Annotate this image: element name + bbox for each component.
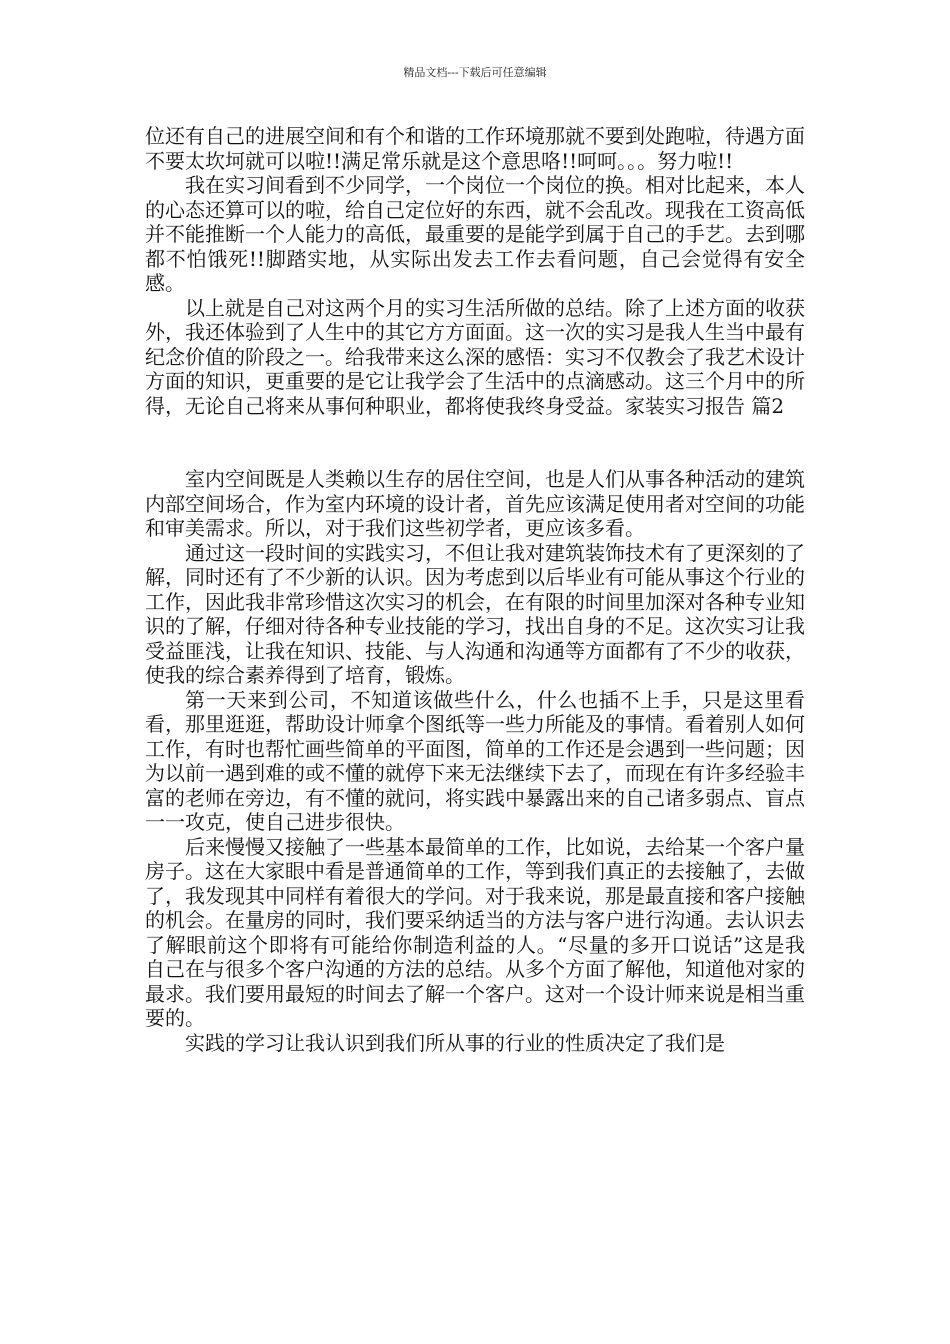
paragraph: 室内空间既是人类赖以生存的居住空间，也是人们从事各种活动的建筑内部空间场合，作为室内环境的设计者，首先应该满足使用者对空间的功能和审美需求。所以，对于我们这些初学者，更应该多看。 bbox=[145, 467, 805, 540]
section-gap bbox=[145, 418, 805, 467]
paragraph: 实践的学习让我认识到我们所从事的行业的性质决定了我们是 bbox=[185, 1030, 725, 1055]
page-header: 精品文档---下载后可任意编辑 bbox=[403, 66, 547, 79]
paragraph: 以上就是自己对这两个月的实习生活所做的总结。除了上述方面的收获外，我还体验到了人生中的其它方方面面。这一次的实习是我人生当中最有纪念价值的阶段之一。给我带来这么深的感悟：实习不仅教会了我艺术设计方面的知识，更重要的是它让我学会了生活中的点滴感动。这三个月中的所得，无论自己将来从事何种职业，都将使我终身受益。家装实习报告 篇2 bbox=[145, 295, 805, 418]
paragraph: 通过这一段时间的实践实习，不但让我对建筑装饰技术有了更深刻的了解，同时还有了不少新的认识。因为考虑到以后毕业有可能从事这个行业的工作，因此我非常珍惜这次实习的机会，在有限的时间里加深对各种专业知识的了解，仔细对待各种专业技能的学习，找出自身的不足。这次实习让我受益匪浅，让我在知识、技能、与人沟通和沟通等方面都有了不少的收获，使我的综合素养得到了培育，锻炼。 bbox=[145, 540, 805, 687]
paragraph: 第一天来到公司，不知道该做些什么，什么也插不上手，只是这里看看，那里逛逛，帮助设计师拿个图纸等一些力所能及的事情。看着别人如何工作，有时也帮忙画些简单的平面图，简单的工作还是会遇到一些问题；因为以前一遇到难的或不懂的就停下来无法继续下去了，而现在有许多经验丰富的老师在旁边，有不懂的就问，将实践中暴露出来的自己诸多弱点、盲点一一攻克，使自己进步很快。 bbox=[145, 687, 805, 834]
paragraph: 我在实习间看到不少同学，一个岗位一个岗位的换。相对比起来，本人的心态还算可以的啦，给自己定位好的东西，就不会乱改。现我在工资高低并不能推断一个人能力的高低，最重要的是能学到属于自己的手艺。去到哪都不怕饿死!!脚踏实地，从实际出发去工作去看问题，自己会觉得有安全感。 bbox=[145, 173, 805, 295]
paragraph: 后来慢慢又接触了一些基本最简单的工作，比如说，去给某一个客户量房子。这在大家眼中看是普通简单的工作，等到我们真正的去接触了，去做了，我发现其中同样有着很大的学问。对于我来说，那是最直接和客户接触的机会。在量房的同时，我们要采纳适当的方法与客户进行沟通。去认识去了解眼前这个即将有可能给你制造利益的人。“尽量的多开口说话”这是我自己在与很多个客户沟通的方法的总结。从多个方面了解他，知道他对家的最求。我们要用最短的时间去了解一个客户。这对一个设计师来说是相当重要的。 bbox=[145, 834, 805, 1030]
document-body bbox=[145, 124, 805, 1055]
paragraph-continuation: 位还有自己的进展空间和有个和谐的工作环境那就不要到处跑啦，待遇方面不要太坎坷就可以啦!!满足常乐就是这个意思咯!!呵呵。。。努力啦!! bbox=[145, 124, 805, 173]
